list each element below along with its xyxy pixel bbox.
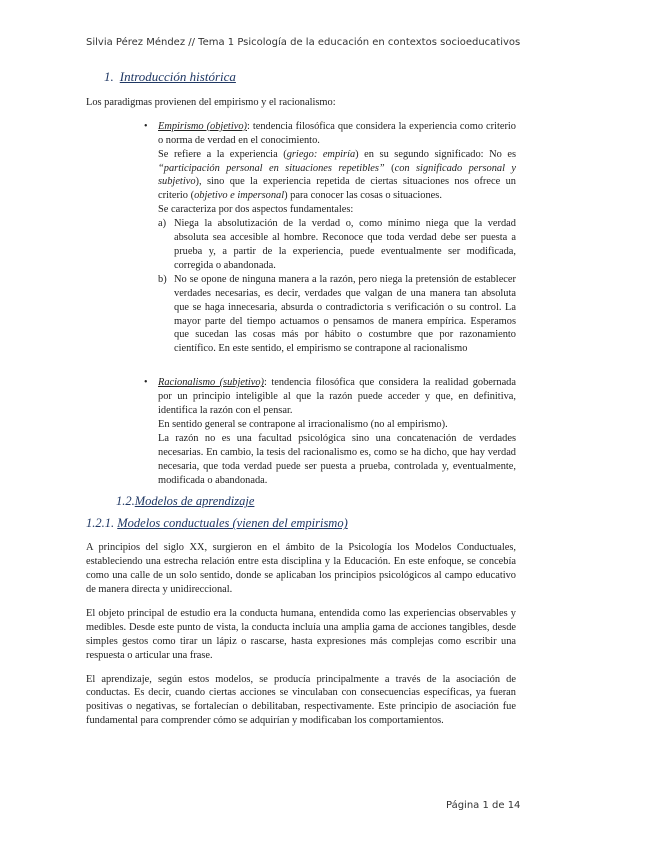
section-heading-1-2	[116, 495, 516, 509]
item-text: Niega la absolutización de la verdad o, como mínimo niega que la verdad absoluta sea accesible al hombre. Reconoce que toda verdad debe ser puesta a prueba y, a partir de la experiencia, puede eventualmente ser modificada, corregida o abandonada.	[174, 218, 516, 271]
running-header: Silvia Pérez Méndez // Tema 1 Psicología de la educación en contextos socioeducativos	[86, 37, 521, 48]
racionalismo-line: En sentido general se contrapone al irracionalismo (no al empirismo).	[158, 418, 448, 430]
bullet-icon: •	[144, 120, 148, 132]
empirismo-term: Empirismo (objetivo)	[158, 120, 247, 132]
item-label: a)	[158, 218, 167, 230]
section-title: Introducción histórica	[119, 69, 236, 84]
body-paragraph: A principios del siglo XX, surgieron en el ámbito de la Psicología los Modelos Conductuales, estableciendo una estrecha relación entre esta disciplina y la Educación. En este enfoque, se concebía como una calle de un solo sentido, donde se aplicaban los principios psicológicos al campo educativo de manera directa y unidireccional.	[86, 542, 516, 595]
empirismo-item-b	[158, 273, 516, 356]
bullet-empirismo	[144, 120, 516, 356]
body-paragraph: El objeto principal de estudio era la conducta humana, entendida como las experiencias observables y medibles. Desde este punto de vista, la conducta incluía una amplia gama de acciones tangibles, desde simples gestos como tirar un lápiz o rascarse, hasta expresiones más complejas como escribir una respuesta o articular una frase.	[86, 607, 516, 661]
empirismo-item-a	[158, 217, 516, 273]
section-title: Modelos conductuales (vienen del empirismo)	[117, 516, 348, 531]
page-number: Página 1 de 14	[446, 800, 521, 811]
racionalismo-definition: Racionalismo (subjetivo): tendencia filosófica que considera la realidad gobernada por un principio inteligible al que la razón puede acceder y que, en definitiva, identifica la razón con el pensar.	[158, 377, 516, 417]
section-number: 1.2.	[116, 494, 135, 509]
section-heading-1	[104, 70, 516, 84]
section-heading-1-2-1	[86, 517, 516, 531]
item-label: b)	[158, 273, 167, 285]
document-body	[86, 70, 516, 738]
bullet-racionalismo	[144, 376, 516, 487]
bullet-content	[158, 120, 516, 356]
bullet-icon: •	[144, 377, 148, 389]
spacer	[86, 358, 516, 376]
racionalismo-line: La razón no es una facultad psicológica sino una concatenación de verdades necesarias. En cambio, la tesis del racionalismo es, como se ha dicho, que hay verdad necesaria, que toda verdad puede ser puesta a prueba, controlada y, eventualmente, modificada o abandonada.	[158, 432, 516, 486]
item-text: No se opone de ninguna manera a la razón, pero niega la pretensión de establecer verdades necesarias, es decir, verdades que valgan de una manera tan absoluta que se haga innecesaria, absurda o contradictoria s verificación o su control. La mayor parte del tiempo actuamos o pensamos de manera empírica. Esperamos que sucedan las cosas más por hábito o costumbre que por razonamiento científico. En este sentido, el empirismo se contrapone al racionalismo	[174, 273, 516, 355]
bullet-content	[158, 376, 516, 487]
empirismo-characteristics-intro: Se caracteriza por dos aspectos fundamentales:	[158, 204, 354, 216]
section-number: 1.	[104, 69, 114, 84]
section-title: Modelos de aprendizaje	[134, 494, 255, 509]
intro-paragraph: Los paradigmas provienen del empirismo y el racionalismo:	[86, 96, 336, 108]
section-number: 1.2.1.	[86, 516, 115, 531]
empirismo-reference: Se refiere a la experiencia (griego: empiría) en su segundo significado: No es “participación personal en situaciones repetibles” (con significado personal y subjetivo), sino que la experiencia repetida de ciertas situaciones nos ofrece un criterio (objetivo e impersonal) para conocer las cosas o situaciones.	[158, 148, 516, 202]
empirismo-definition: Empirismo (objetivo): tendencia filosófica que considera la experiencia como criterio o norma de verdad en el conocimiento.	[158, 120, 516, 146]
racionalismo-term: Racionalismo (subjetivo)	[158, 377, 265, 389]
body-paragraph: El aprendizaje, según estos modelos, se producía principalmente a través de la asociación de conductas. Es decir, cuando ciertas acciones se vinculaban con consecuencias específicas, ya fueran positivas o negativas, se fortalecían o debilitaban, respectivamente. Este principio de asociación fue fundamental para comprender cómo se adquirían y modificaban los comportamientos.	[86, 673, 516, 727]
